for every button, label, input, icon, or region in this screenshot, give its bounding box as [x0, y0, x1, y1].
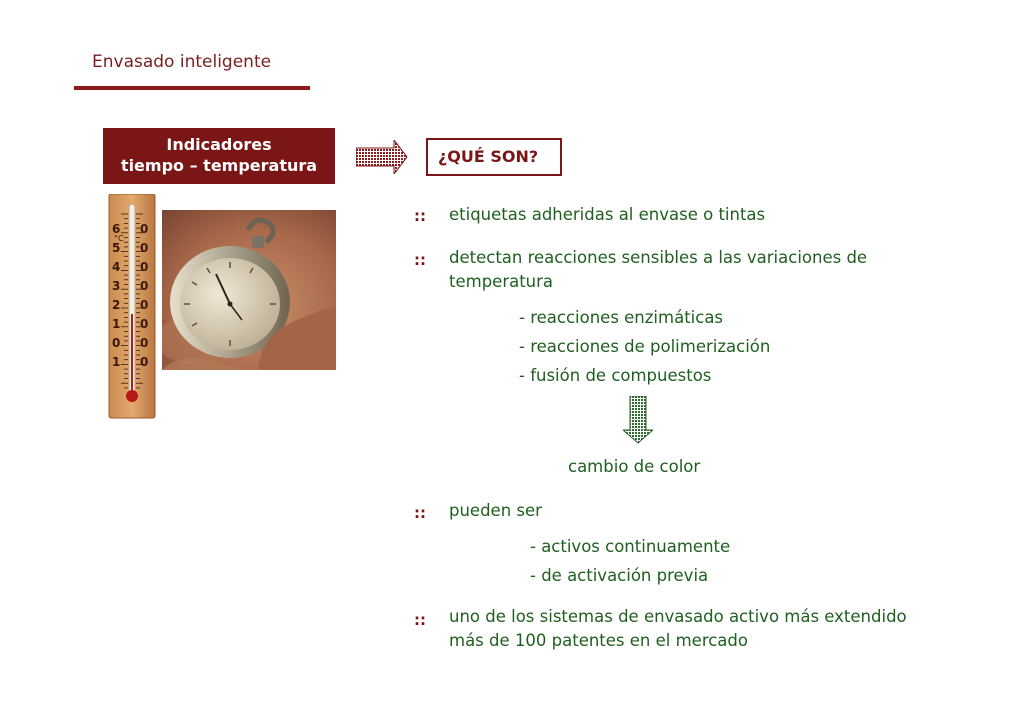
thermometer-scale-number: 0 — [140, 260, 149, 274]
sub-item: - reacciones de polimerización — [519, 337, 771, 356]
right-arrow-icon — [356, 140, 408, 174]
thermometer-scale-number: 0 — [140, 355, 149, 369]
thermometer-scale-number: 0 — [140, 241, 149, 255]
thermometer-scale-number: 6 — [112, 222, 121, 236]
bullet-marker: :: — [414, 611, 426, 629]
sub-item: - activos continuamente — [530, 537, 731, 556]
bullet-text-extended-line-2: más de 100 patentes en el mercado — [449, 631, 748, 650]
indicators-label-box — [103, 128, 335, 184]
thermometer-scale-number: 0 — [140, 279, 149, 293]
page-title: Envasado inteligente — [92, 52, 272, 72]
indicators-line-1: Indicadores — [166, 135, 272, 154]
bullet-text-reactions-line-2: temperatura — [449, 272, 554, 291]
sub-item: - fusión de compuestos — [519, 366, 712, 385]
thermometer-scale-number: 0 — [140, 298, 149, 312]
thermometer-scale-number: 0 — [112, 336, 121, 350]
bullet-text-types: pueden ser — [449, 501, 542, 520]
thermometer-scale-number: 1 — [112, 317, 121, 331]
title-underline — [74, 86, 310, 90]
thermometer-scale-number: 0 — [140, 222, 149, 236]
thermometer-scale-number: 3 — [112, 279, 121, 293]
thermometer-scale-number: 4 — [112, 260, 121, 274]
down-arrow-icon — [623, 396, 653, 444]
bullet-marker: :: — [414, 504, 426, 522]
what-are-they-box: ¿QUÉ SON? — [426, 138, 562, 176]
sub-item: - de activación previa — [530, 566, 709, 585]
pocket-watch-image — [162, 210, 336, 370]
thermometer-unit: °C — [114, 234, 124, 243]
thermometer-scale-number: 5 — [112, 241, 121, 255]
bullet-marker: :: — [414, 207, 426, 225]
bullet-marker: :: — [414, 251, 426, 269]
thermometer-scale-number: 0 — [140, 336, 149, 350]
bullet-text-extended-line-1: uno de los sistemas de envasado activo más extendido — [449, 607, 907, 626]
thermometer-scale-number: 0 — [140, 317, 149, 331]
indicators-line-2: tiempo – temperatura — [120, 156, 318, 175]
bullet-text-labels: etiquetas adheridas al envase o tintas — [449, 205, 766, 224]
thermometer-scale-number: 2 — [112, 298, 121, 312]
result-text: cambio de color — [568, 457, 701, 476]
sub-item: - reacciones enzimáticas — [519, 308, 724, 327]
bullet-text-reactions-line-1: detectan reacciones sensibles a las variaciones de — [449, 248, 868, 267]
thermometer-scale-number: 1 — [112, 355, 121, 369]
